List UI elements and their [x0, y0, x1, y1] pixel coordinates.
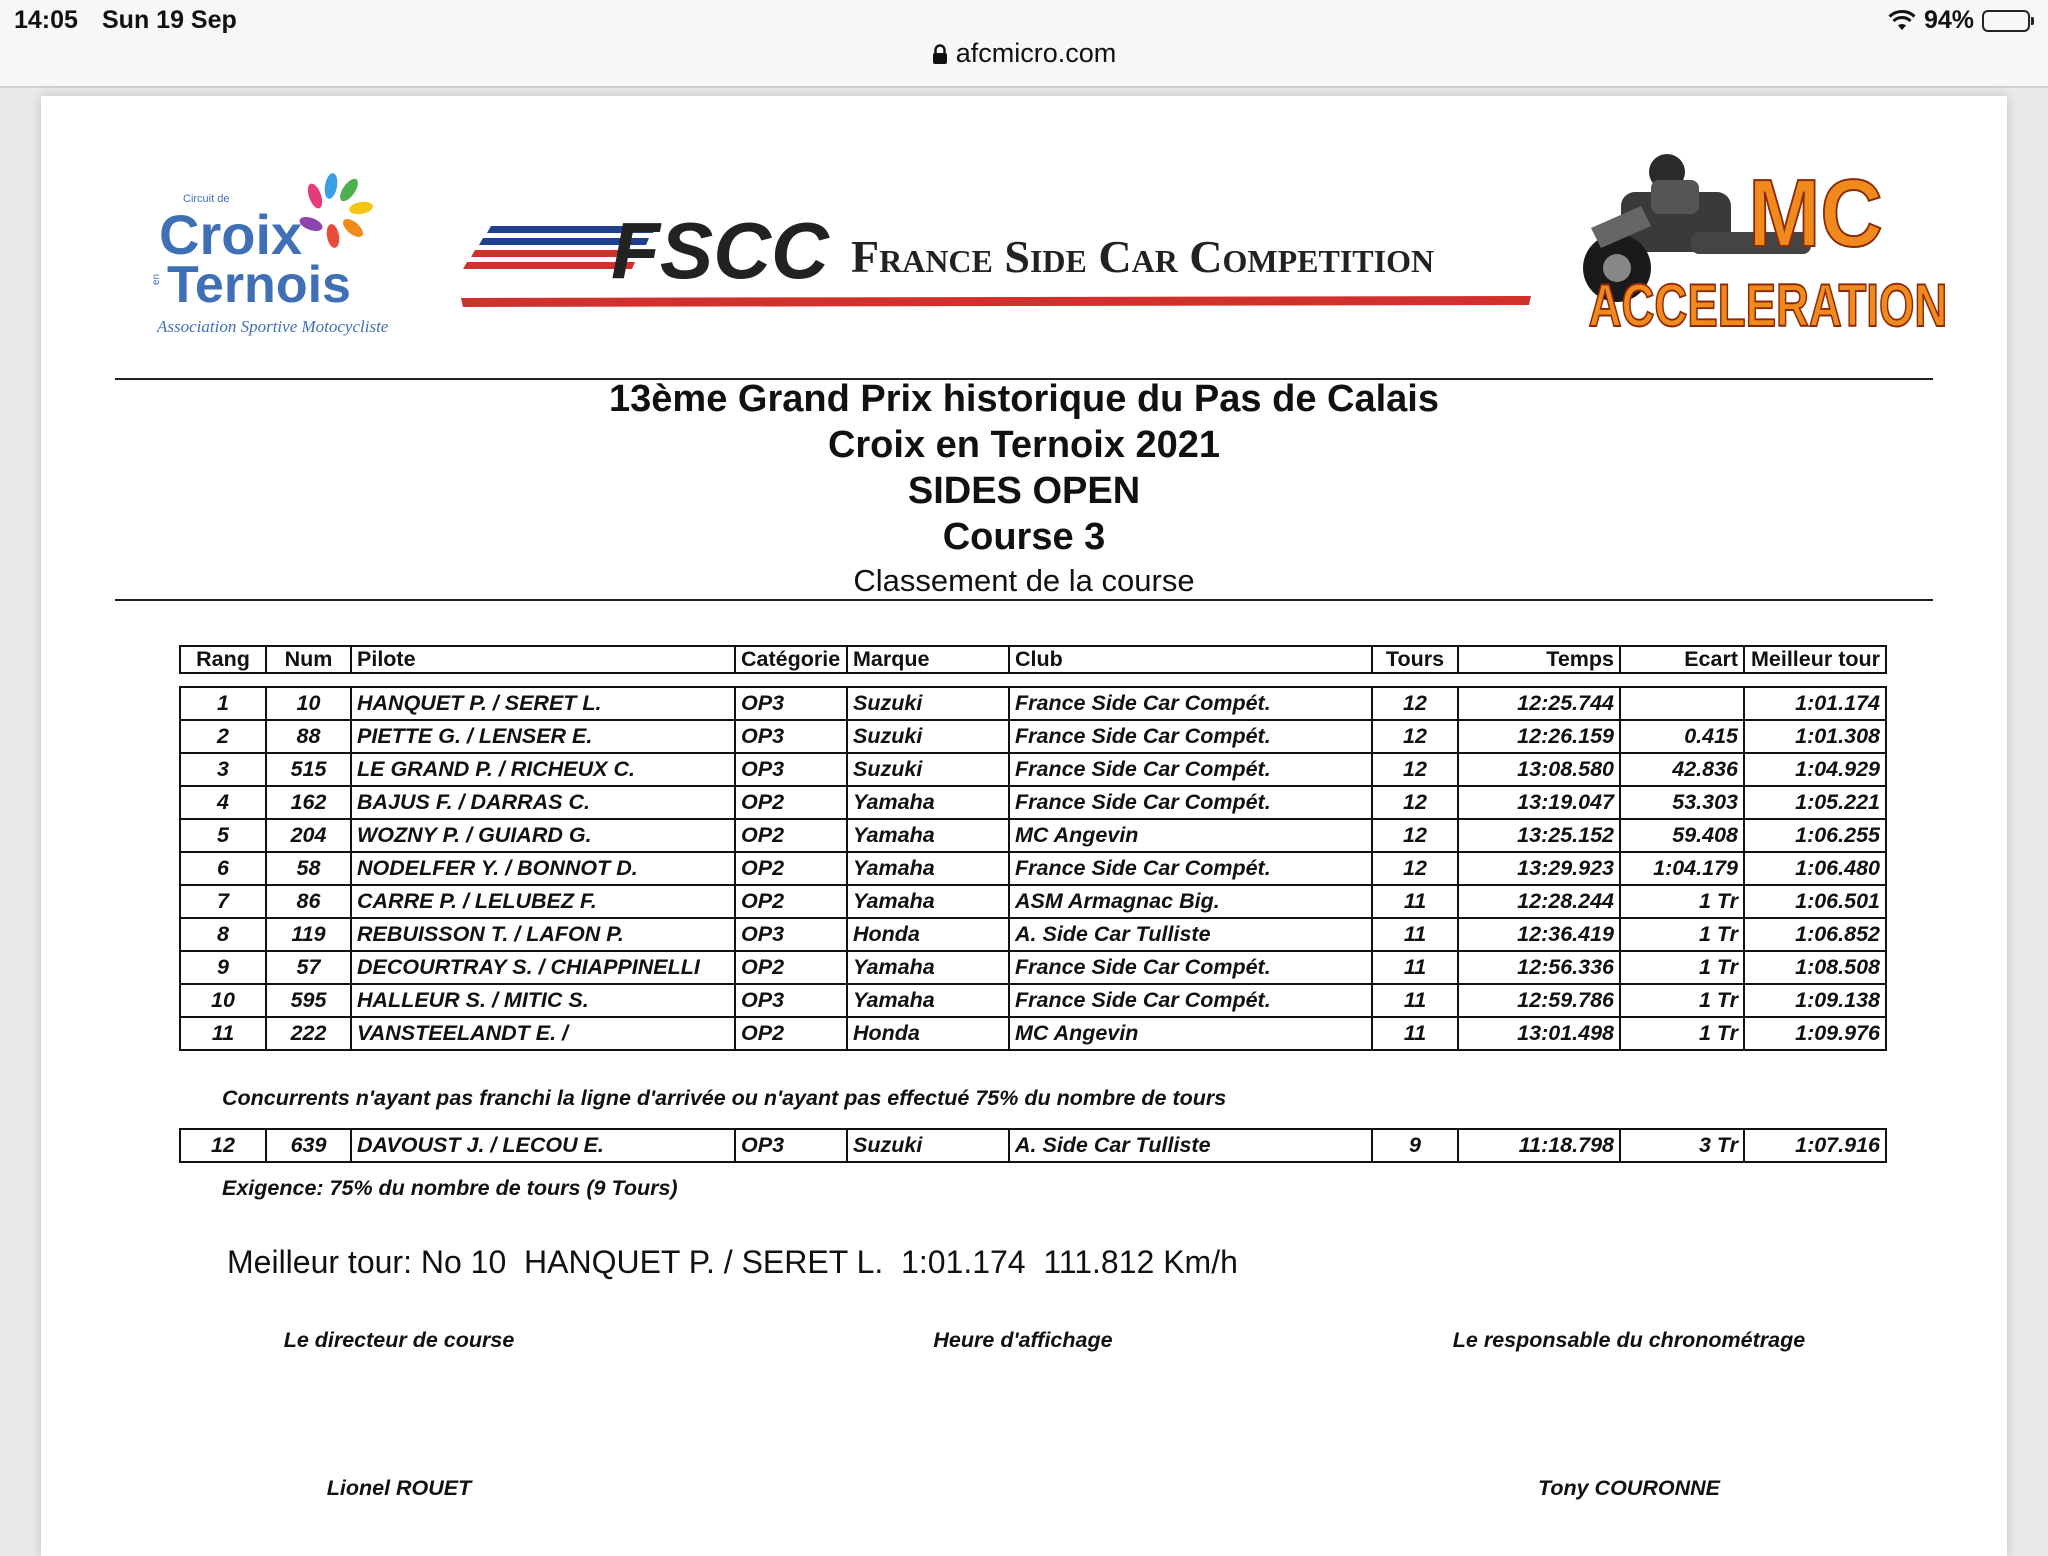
cell-categorie: OP3: [735, 687, 847, 720]
cell-meilleur-tour: 1:08.508: [1744, 951, 1886, 984]
cell-marque: Suzuki: [847, 1129, 1009, 1162]
cell-temps: 13:01.498: [1458, 1017, 1620, 1050]
col-header-meilleur-tour: Meilleur tour: [1744, 646, 1886, 673]
table-row: [180, 1017, 1886, 1050]
table-row: [180, 885, 1886, 918]
battery-icon: [1982, 10, 2030, 32]
table-row: [180, 819, 1886, 852]
cell-rang: 6: [180, 852, 266, 885]
cell-pilote: BAJUS F. / DARRAS C.: [351, 786, 735, 819]
croix-logo-line1: Croix: [159, 203, 303, 266]
col-header-categorie: Catégorie: [735, 646, 847, 673]
cell-club: MC Angevin: [1009, 1017, 1372, 1050]
cell-num: 10: [266, 687, 351, 720]
cell-tours: 11: [1372, 984, 1458, 1017]
cell-categorie: OP2: [735, 819, 847, 852]
cell-tours: 12: [1372, 687, 1458, 720]
col-header-tours: Tours: [1372, 646, 1458, 673]
results-header-row: [180, 646, 1886, 673]
croix-logo-en: en: [151, 273, 162, 285]
table-row: [180, 951, 1886, 984]
cell-num: 204: [266, 819, 351, 852]
lock-icon: [932, 40, 948, 71]
cell-marque: Yamaha: [847, 819, 1009, 852]
wifi-icon: [1888, 10, 1916, 32]
cell-rang: 7: [180, 885, 266, 918]
table-row: [180, 852, 1886, 885]
cell-marque: Honda: [847, 918, 1009, 951]
bottom-rule: [115, 599, 1933, 601]
cell-num: 639: [266, 1129, 351, 1162]
cell-pilote: WOZNY P. / GUIARD G.: [351, 819, 735, 852]
col-header-pilote: Pilote: [351, 646, 735, 673]
cell-rang: 11: [180, 1017, 266, 1050]
cell-temps: 11:18.798: [1458, 1129, 1620, 1162]
status-right: [1888, 6, 2030, 35]
table-row: [180, 687, 1886, 720]
cell-temps: 13:29.923: [1458, 852, 1620, 885]
cell-pilote: HALLEUR S. / MITIC S.: [351, 984, 735, 1017]
cell-rang: 8: [180, 918, 266, 951]
cell-ecart: 53.303: [1620, 786, 1744, 819]
cell-temps: 13:08.580: [1458, 753, 1620, 786]
croix-logo-tagline: Association Sportive Motocycliste: [157, 317, 389, 336]
cell-club: France Side Car Compét.: [1009, 852, 1372, 885]
status-bar: [0, 0, 2048, 88]
flower-icon: [298, 172, 374, 249]
non-finishers-table: [179, 1128, 1887, 1163]
cell-pilote: HANQUET P. / SERET L.: [351, 687, 735, 720]
col-header-num: Num: [266, 646, 351, 673]
cell-ecart: 3 Tr: [1620, 1129, 1744, 1162]
event-title: 13ème Grand Prix historique du Pas de Calais: [609, 378, 1439, 420]
cell-temps: 12:56.336: [1458, 951, 1620, 984]
col-header-rang: Rang: [180, 646, 266, 673]
cell-categorie: OP2: [735, 786, 847, 819]
fscc-mark: FSCC: [611, 206, 829, 295]
cell-marque: Yamaha: [847, 951, 1009, 984]
cell-ecart: 1 Tr: [1620, 951, 1744, 984]
cell-pilote: LE GRAND P. / RICHEUX C.: [351, 753, 735, 786]
results-header-table: [179, 645, 1887, 674]
cell-temps: 12:26.159: [1458, 720, 1620, 753]
cell-pilote: NODELFER Y. / BONNOT D.: [351, 852, 735, 885]
cell-tours: 12: [1372, 720, 1458, 753]
cell-tours: 11: [1372, 1017, 1458, 1050]
cell-num: 58: [266, 852, 351, 885]
cell-rang: 12: [180, 1129, 266, 1162]
status-date: Sun 19 Sep: [102, 6, 237, 34]
cell-meilleur-tour: 1:09.976: [1744, 1017, 1886, 1050]
cell-club: A. Side Car Tulliste: [1009, 918, 1372, 951]
cell-ecart: 59.408: [1620, 819, 1744, 852]
race-class: SIDES OPEN: [907, 470, 1141, 512]
cell-temps: 12:36.419: [1458, 918, 1620, 951]
croix-ternois-logo: [153, 154, 389, 344]
cell-ecart: 1 Tr: [1620, 1017, 1744, 1050]
cell-tours: 12: [1372, 753, 1458, 786]
fscc-underline: [461, 296, 1531, 307]
cell-ecart: 1:04.179: [1620, 852, 1744, 885]
cell-club: France Side Car Compét.: [1009, 753, 1372, 786]
cell-temps: 13:25.152: [1458, 819, 1620, 852]
cell-tours: 9: [1372, 1129, 1458, 1162]
table-row: [180, 753, 1886, 786]
cell-categorie: OP3: [735, 918, 847, 951]
url-text: afcmicro.com: [955, 38, 1117, 68]
cell-marque: Suzuki: [847, 753, 1009, 786]
fscc-name: France Side Car Competition: [851, 231, 1435, 282]
cell-meilleur-tour: 1:04.929: [1744, 753, 1886, 786]
cell-num: 162: [266, 786, 351, 819]
event-venue: Croix en Ternoix 2021: [827, 424, 1221, 466]
cell-marque: Yamaha: [847, 885, 1009, 918]
cell-meilleur-tour: 1:09.138: [1744, 984, 1886, 1017]
table-row: [180, 1129, 1886, 1162]
cell-rang: 9: [180, 951, 266, 984]
cell-pilote: DAVOUST J. / LECOU E.: [351, 1129, 735, 1162]
cell-meilleur-tour: 1:01.174: [1744, 687, 1886, 720]
address-bar[interactable]: [0, 38, 2048, 71]
cell-tours: 12: [1372, 786, 1458, 819]
mc-logo-line2: ACCELERATION: [1588, 273, 1948, 340]
cell-tours: 12: [1372, 852, 1458, 885]
mc-acceleration-logo: [1581, 136, 1948, 346]
cell-tours: 11: [1372, 918, 1458, 951]
cell-pilote: VANSTEELANDT E. /: [351, 1017, 735, 1050]
col-header-marque: Marque: [847, 646, 1009, 673]
cell-marque: Honda: [847, 1017, 1009, 1050]
cell-club: France Side Car Compét.: [1009, 984, 1372, 1017]
cell-meilleur-tour: 1:06.480: [1744, 852, 1886, 885]
cell-num: 595: [266, 984, 351, 1017]
non-finishers-note: Concurrents n'ayant pas franchi la ligne d'arrivée ou n'ayant pas effectué 75% du nombre de tours: [222, 1086, 1227, 1110]
posting-time-label: Heure d'affichage: [933, 1328, 1113, 1352]
cell-rang: 1: [180, 687, 266, 720]
cell-ecart: 1 Tr: [1620, 984, 1744, 1017]
cell-num: 57: [266, 951, 351, 984]
cell-club: MC Angevin: [1009, 819, 1372, 852]
cell-ecart: [1620, 687, 1744, 720]
cell-num: 515: [266, 753, 351, 786]
cell-ecart: 0.415: [1620, 720, 1744, 753]
cell-categorie: OP2: [735, 852, 847, 885]
cell-categorie: OP2: [735, 885, 847, 918]
cell-marque: Yamaha: [847, 852, 1009, 885]
croix-logo-line2: Ternois: [167, 256, 351, 314]
requirement-note: Exigence: 75% du nombre de tours (9 Tours): [222, 1176, 678, 1200]
cell-club: France Side Car Compét.: [1009, 951, 1372, 984]
cell-categorie: OP3: [735, 753, 847, 786]
cell-categorie: OP2: [735, 1017, 847, 1050]
col-header-club: Club: [1009, 646, 1372, 673]
director-name: Lionel ROUET: [326, 1476, 472, 1500]
cell-rang: 3: [180, 753, 266, 786]
cell-marque: Suzuki: [847, 720, 1009, 753]
results-subtitle: Classement de la course: [853, 563, 1195, 598]
status-time: 14:05: [14, 6, 78, 34]
cell-tours: 12: [1372, 819, 1458, 852]
cell-categorie: OP3: [735, 1129, 847, 1162]
battery-percent: 94%: [1923, 6, 1974, 34]
cell-meilleur-tour: 1:01.308: [1744, 720, 1886, 753]
cell-marque: Yamaha: [847, 984, 1009, 1017]
cell-categorie: OP3: [735, 984, 847, 1017]
cell-tours: 11: [1372, 885, 1458, 918]
cell-rang: 2: [180, 720, 266, 753]
cell-temps: 13:19.047: [1458, 786, 1620, 819]
table-row: [180, 918, 1886, 951]
cell-num: 222: [266, 1017, 351, 1050]
cell-meilleur-tour: 1:06.852: [1744, 918, 1886, 951]
document-heading: [115, 376, 1933, 602]
timing-name: Tony COURONNE: [1538, 1476, 1720, 1500]
table-row: [180, 786, 1886, 819]
cell-pilote: REBUISSON T. / LAFON P.: [351, 918, 735, 951]
fscc-logo: [461, 186, 1541, 316]
cell-club: France Side Car Compét.: [1009, 786, 1372, 819]
cell-num: 86: [266, 885, 351, 918]
cell-categorie: OP2: [735, 951, 847, 984]
col-header-temps: Temps: [1458, 646, 1620, 673]
results-table: [179, 686, 1887, 1051]
director-title: Le directeur de course: [283, 1328, 515, 1352]
cell-club: ASM Armagnac Big.: [1009, 885, 1372, 918]
cell-rang: 4: [180, 786, 266, 819]
croix-logo-small: Circuit de: [183, 193, 230, 205]
cell-categorie: OP3: [735, 720, 847, 753]
cell-meilleur-tour: 1:07.916: [1744, 1129, 1886, 1162]
timing-title: Le responsable du chronométrage: [1452, 1328, 1806, 1352]
best-lap-summary: Meilleur tour: No 10 HANQUET P. / SERET L. 1:01.174 111.812 Km/h: [227, 1244, 1238, 1280]
cell-rang: 5: [180, 819, 266, 852]
cell-ecart: 1 Tr: [1620, 885, 1744, 918]
mc-logo-line1: MC: [1748, 159, 1883, 268]
cell-num: 88: [266, 720, 351, 753]
table-row: [180, 984, 1886, 1017]
cell-marque: Yamaha: [847, 786, 1009, 819]
cell-tours: 11: [1372, 951, 1458, 984]
cell-temps: 12:59.786: [1458, 984, 1620, 1017]
document-page: [41, 96, 2007, 1556]
cell-meilleur-tour: 1:06.501: [1744, 885, 1886, 918]
cell-club: A. Side Car Tulliste: [1009, 1129, 1372, 1162]
cell-ecart: 1 Tr: [1620, 918, 1744, 951]
cell-meilleur-tour: 1:06.255: [1744, 819, 1886, 852]
col-header-ecart: Ecart: [1620, 646, 1744, 673]
race-number: Course 3: [942, 516, 1106, 558]
cell-num: 119: [266, 918, 351, 951]
cell-pilote: CARRE P. / LELUBEZ F.: [351, 885, 735, 918]
table-row: [180, 720, 1886, 753]
cell-rang: 10: [180, 984, 266, 1017]
cell-pilote: DECOURTRAY S. / CHIAPPINELLI: [351, 951, 735, 984]
cell-meilleur-tour: 1:05.221: [1744, 786, 1886, 819]
cell-temps: 12:28.244: [1458, 885, 1620, 918]
cell-club: France Side Car Compét.: [1009, 687, 1372, 720]
cell-pilote: PIETTE G. / LENSER E.: [351, 720, 735, 753]
cell-club: France Side Car Compét.: [1009, 720, 1372, 753]
cell-temps: 12:25.744: [1458, 687, 1620, 720]
cell-ecart: 42.836: [1620, 753, 1744, 786]
cell-marque: Suzuki: [847, 687, 1009, 720]
